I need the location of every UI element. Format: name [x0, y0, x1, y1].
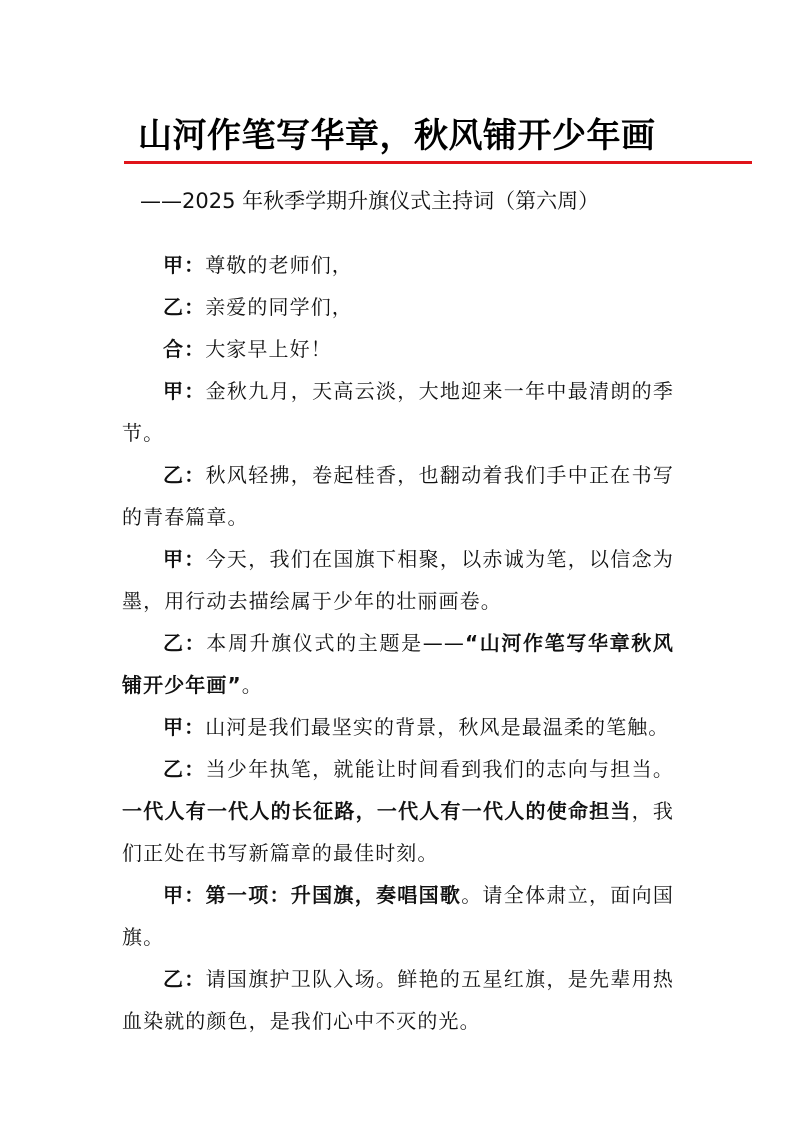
bold-text-segment: 一代人有一代人的长征路，一代人有一代人的使命担当 — [122, 799, 632, 823]
bold-text-segment: “山河作笔写华章秋风铺开少年画” — [122, 631, 674, 697]
bold-text-segment: 甲： — [163, 547, 206, 571]
text-segment: 本周升旗仪式的主题是—— — [206, 631, 465, 655]
text-segment: 山河是我们最坚实的背景，秋风是最温柔的笔触。 — [205, 715, 670, 739]
script-paragraph — [122, 958, 674, 1042]
bold-text-segment: 乙： — [163, 757, 206, 781]
bold-text-segment: 甲： — [163, 379, 206, 403]
text-segment: 尊敬的老师们， — [205, 253, 353, 277]
text-segment: ，我们正处在书写新篇章的最佳时刻。 — [122, 799, 674, 865]
script-paragraph — [122, 370, 674, 454]
document-title: 山河作笔写华章，秋风铺开少年画 — [138, 116, 656, 156]
script-paragraph — [122, 622, 674, 706]
script-paragraph — [122, 286, 674, 328]
title-divider — [124, 161, 752, 164]
text-segment: 大家早上好！ — [205, 337, 332, 361]
text-segment: 亲爱的同学们， — [205, 295, 353, 319]
document-body — [122, 244, 674, 1042]
bold-text-segment: 甲： — [163, 715, 206, 739]
script-paragraph — [122, 538, 674, 622]
text-segment: 。 — [241, 673, 263, 697]
script-paragraph — [122, 874, 674, 958]
bold-text-segment: 乙： — [163, 295, 206, 319]
text-segment: 。请全体肃立，面向国旗。 — [122, 883, 675, 949]
bold-text-segment: 乙： — [163, 967, 206, 991]
script-paragraph — [122, 244, 674, 286]
bold-text-segment: 乙： — [163, 463, 206, 487]
text-segment: 当少年执笔，就能让时间看到我们的志向与担当。 — [205, 757, 675, 781]
text-segment: 今天，我们在国旗下相聚，以赤诚为笔，以信念为墨，用行动去描绘属于少年的壮丽画卷。 — [122, 547, 675, 613]
bold-text-segment: 甲：第一项：升国旗，奏唱国歌 — [163, 883, 462, 907]
text-segment: 秋风轻拂，卷起桂香，也翻动着我们手中正在书写的青春篇章。 — [122, 463, 675, 529]
script-paragraph — [122, 328, 674, 370]
script-paragraph — [122, 454, 674, 538]
bold-text-segment: 合： — [163, 337, 206, 361]
document-subtitle: ——2025 年秋季学期升旗仪式主持词（第六周） — [140, 189, 600, 213]
bold-text-segment: 乙： — [163, 631, 207, 655]
script-paragraph — [122, 706, 674, 748]
script-paragraph — [122, 748, 674, 874]
text-segment: 金秋九月，天高云淡，大地迎来一年中最清朗的季节。 — [122, 379, 675, 445]
bold-text-segment: 甲： — [163, 253, 206, 277]
text-segment: 请国旗护卫队入场。鲜艳的五星红旗，是先辈用热血染就的颜色，是我们心中不灭的光。 — [122, 967, 675, 1033]
